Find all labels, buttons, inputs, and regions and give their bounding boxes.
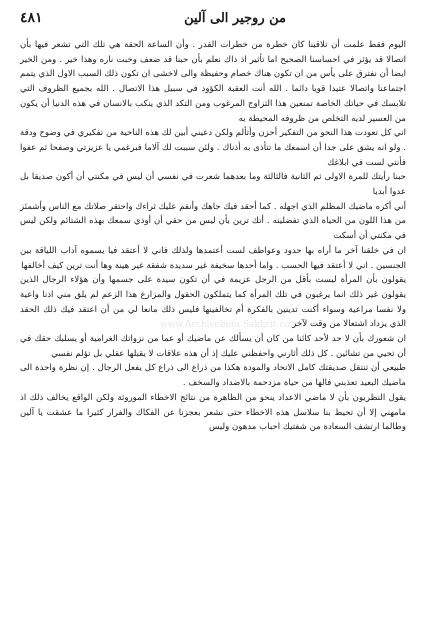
paragraph: اني كل تعودت هذا النحو من التفكير أحزن وأتألم ولكن دعيني أبين لك هذه الناحية من تفكيري في وضوح ودقة . ولو انه يشق على جدا أن اسمعك ما تتأذى به أذناك . ولئن سببت لك آلاما فبرغمي يا عزيزتي وصفحا ثم عفوا فأنتي لست في ابلاغك: [20, 128, 406, 168]
paragraph: ان في خلقنا آخر ما أراه بها حدود وعواطف لست أعتمدها ولذلك فاني لا أعتقد فيا يسموه آداب اللياقة بين الجنسين . اني لا أعتقد فيها الحسب . واما أحدها سخيفة غير سديدة شفقة غير هينة وها أنت ترين كيف أخالفها: [20, 245, 406, 271]
page-number: ٤٨١: [20, 10, 43, 26]
paragraph: يقولون بأن المرأة ليست بأقل من الرجل عزيمة في أن تكون سيدة على جسمها وأن هؤلاء الرجال الذين يقولون غير ذلك انما يرغبون في تلك المرأة كما يتملكون الحقول والمزارع هذا الزعم لم يلق مني اذنا واعية ولا نفسا مراعية وسواء أكنت تدينين بالفكرة أم تخالفينها فليس ذلك مانعا لي من أن اعتقد فيك ذلك الحقد الذي يزداد اشتعالا من وقت لآخر: [20, 275, 406, 330]
paragraph: أني أكره ماضيك المظلم الذي اجهله . كما أحقد فيك جاهك وأنقم عليك ثراءك واحتقر صلاتك مع الناس وأشمئز من هذا اللون من الحياة الذي تفضلينه . أتك ترين بأن ليس من حقي أن أوذي سمعك بهذه الشتائم ولكن ليس في مكنتي أن أسكت: [20, 201, 406, 242]
running-title: من روجير الى آلين: [184, 11, 286, 26]
paragraph: اليوم فقط علمت أن تلاقينا كان خطرة من خطرات القدر . وأن الساعة الحقة هي تلك التي تشعر فيها بأن اتصالا قد يؤثر في احساسنا الصحيح اما تأثير اذ ذاك نعلم بأن حبنا قد ضعف وخبت ناره وهذا خير . ومن الخير ايضا أن نفترق على يأس من ان تكون هناك خصام وحفيظة والى لاخشى ان تكون ذلك السبب الاول الذي يتمم اجتماعنا واتصالا عتيدا قويا دائما . الله أنت العقبة الكؤود في سبيل هذا الاتصال . الله بجميع الظروف التي تلابسك في حياتك الخاصة تمنعين هذا التزاوج المرغوب ومن التكد الذي ينكب بالانسان في هذه الدنيا أن يكون من العسير لديه التخلص من ظروفه المحيطة به: [20, 40, 406, 124]
paragraph: طبيعي أن تنتقل صديقتك كامل الاتحاد والمودة هكذا من ذراع الى ذراع كل يفعل الرجال . إن نظرة واحدة الى ماضيك البعيد تعذبني فالها من حياة مزدحمة بالاضداد والسخف .: [20, 363, 406, 389]
page-header: [20, 10, 406, 32]
paragraph: حبنا رأيتك للمرة الاولى ثم الثانية فالثالثة وما بعدهما شعرت في نفسي أن ليس في مكنتي أن أكون صديقا بل عدوا أبديا: [20, 172, 406, 198]
paragraph: يقول النظريون بأن لا ماضي الاعداد ينحو من الظاهرة من نتائج الاخطاء الموروثة ولكن الواقع يخالف ذلك اذ مامهني إلا أن تحيط بنا سلاسل هذه الاخطاء حتى نشعر بعجزنا عن الفكاك والفرار كثيرا ما عشقت يا آلين وطالما ارتشف السعادة من شفتيك احباب مدهون وليس: [20, 392, 406, 433]
paragraph: ان شعورك بأن لا حد لأحد كائنا من كان أن يسألك عن ماضيك أو عما من نزواتك الغرامية أو يسلبك حقك في أن تحيي من تشائين . كل ذلك أثارني واحفظني عليك إذ أن هذه علاقات لا يقبلها عقلي بل تؤلم نفسي: [20, 334, 406, 359]
body-text: [20, 38, 406, 435]
archive-watermark: www.Archivebeta.Sakhrit.com: [160, 320, 299, 330]
